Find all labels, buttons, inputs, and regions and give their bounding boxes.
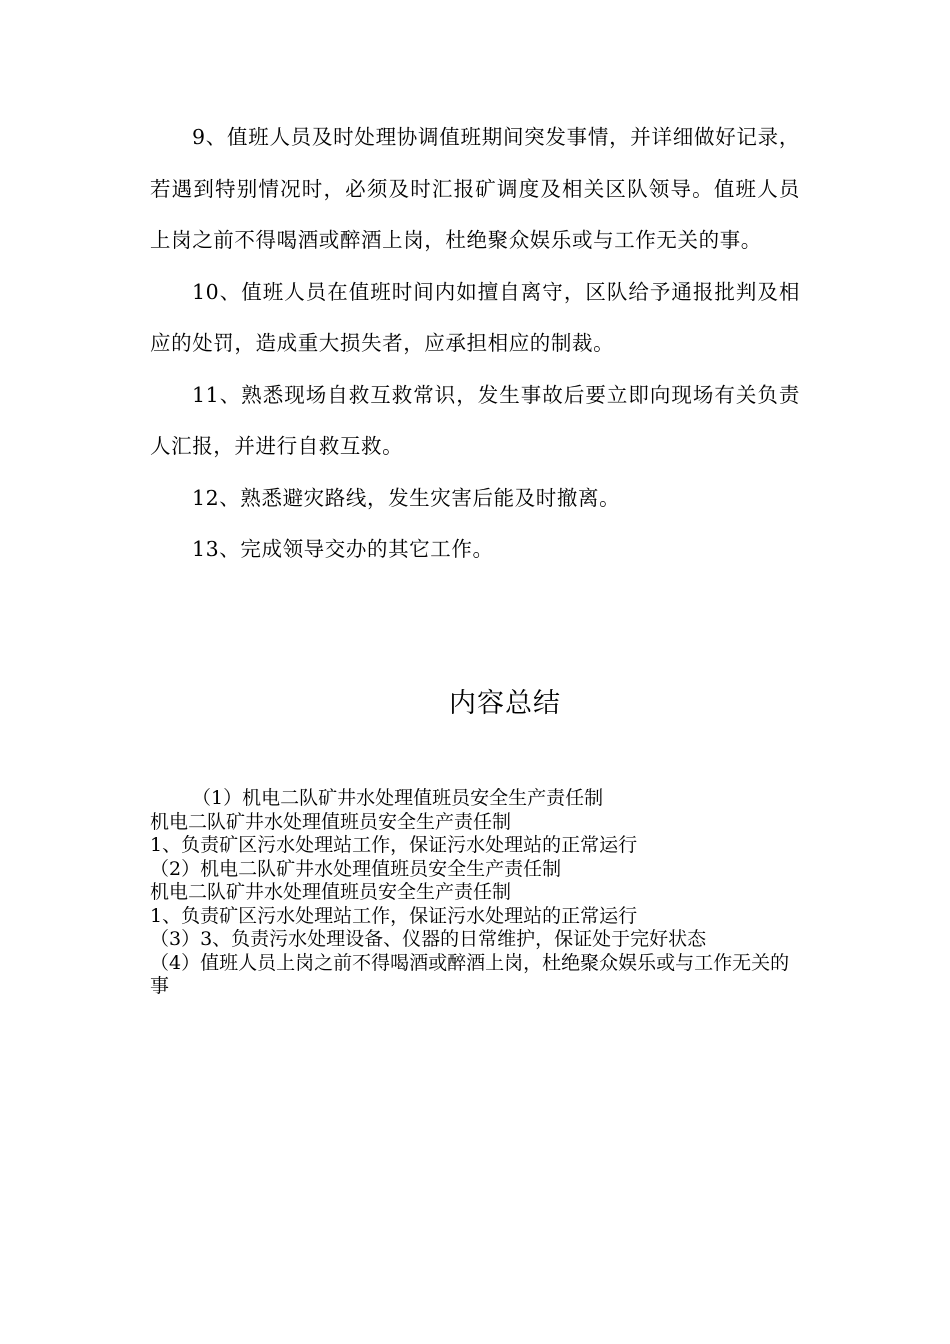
summary-list (150, 787, 800, 999)
duty-item-13: 13、完成领导交办的其它工作。 (192, 537, 494, 561)
duty-item-10: 10、值班人员在值班时间内如擅自离守，区队给予通报批判及相应的处罚，造成重大损失者，应承担相应的制裁。 (150, 279, 800, 355)
duty-item-11: 11、熟悉现场自救互救常识，发生事故后要立即向现场有关负责人汇报，并进行自救互救。 (150, 382, 800, 458)
summary-line: 1、负责矿区污水处理站工作，保证污水处理站的正常运行 (150, 904, 638, 927)
summary-line: 机电二队矿井水处理值班员安全生产责任制 (150, 810, 512, 833)
duty-item-12: 12、熟悉避灾路线，发生灾害后能及时撤离。 (192, 485, 621, 510)
summary-line: （1）机电二队矿井水处理值班员安全生产责任制 (192, 787, 604, 809)
duty-item-9: 9、值班人员及时处理协调值班期间突发事情，并详细做好记录，若遇到特别情况时，必须及时汇报矿调度及相关区队领导。值班人员上岗之前不得喝酒或醉酒上岗，杜绝聚众娱乐或与工作无关的事。 (150, 125, 800, 252)
summary-line: （2）机电二队矿井水处理值班员安全生产责任制 (150, 857, 562, 880)
summary-line: 1、负责矿区污水处理站工作，保证污水处理站的正常运行 (150, 834, 638, 856)
summary-line: 机电二队矿井水处理值班员安全生产责任制 (150, 881, 512, 903)
summary-line: （3）3、负责污水处理设备、仪器的日常维护，保证处于完好状态 (150, 928, 707, 950)
duty-list (150, 112, 800, 576)
summary-title: 内容总结 (449, 688, 561, 719)
summary-line: （4）值班人员上岗之前不得喝酒或醉酒上岗，杜绝聚众娱乐或与工作无关的事 (150, 951, 790, 997)
